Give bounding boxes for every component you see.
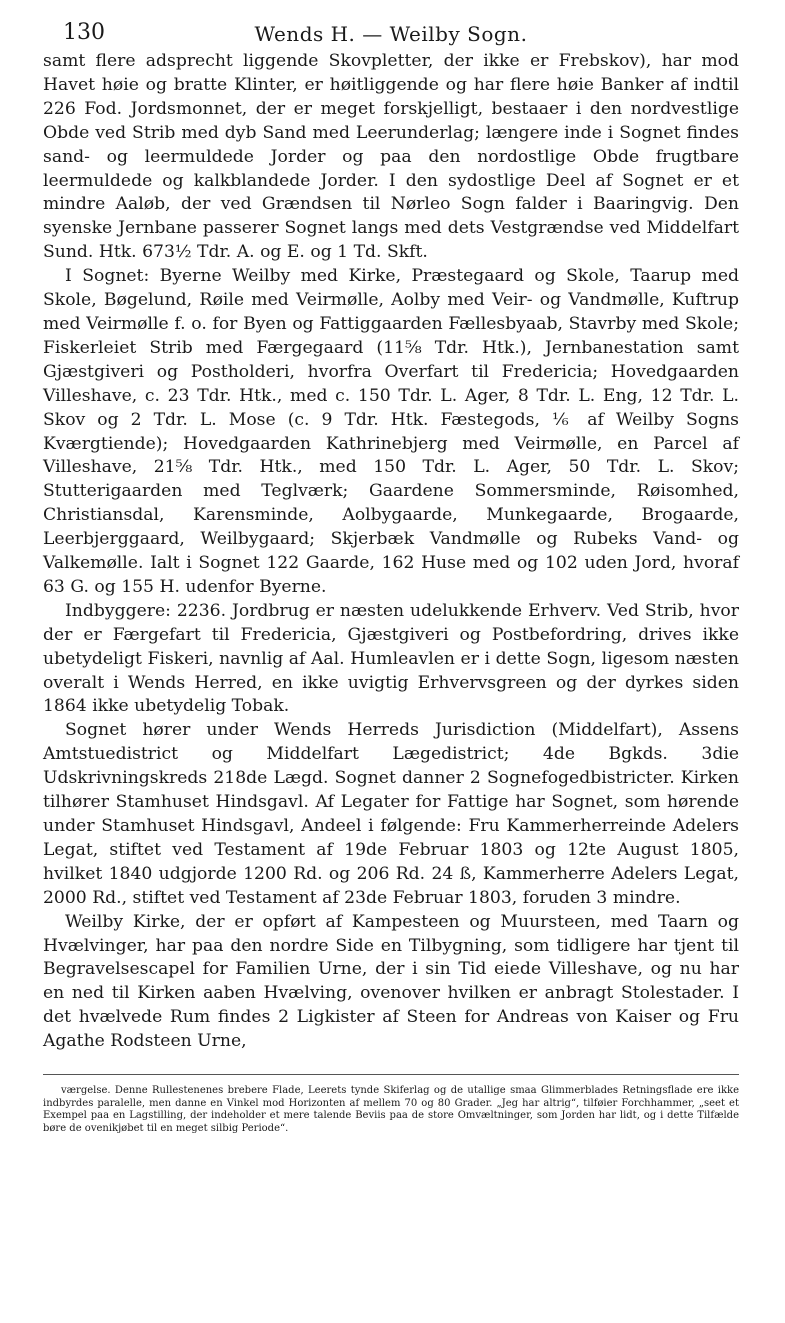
footnote: værgelse. Denne Rullestenenes brebere Flade, Leerets tynde Skiferlag og de utallige smaa Glimmerblades Retningsflade ere ikke indbyrdes paralelle, men danne en Vinkel mod Horizonten af mellem 70 og 80 Grader. „Jeg har altrig“, tilføier Forchhammer, „seet et Exempel paa en Lagstilling, der indeholder et mere talende Beviis paa de store Omvæltninger, som Jorden har lidt, og i dette Tilfælde børe de ovenikjøbet til en meget silbig Periode“. bbox=[43, 1085, 739, 1134]
paragraph: samt flere adsprecht liggende Skovpletter, der ikke er Frebskov), har mod Havet høie og bratte Klinter, er høitliggende og har flere høie Banker af indtil 226 Fod. Jordsmonnet, der er meget forskjelligt, bestaaer i den nordvestlige Obde ved Strib med dyb Sand med Leerunderlag; længere inde i Sognet findes sand- og leermuldede Jorder og paa den nordostlige Obde frugtbare leermuldede og kalkblandede Jorder. I den sydostlige Deel af Sognet er et mindre Aaløb, der ved Grændsen til Nørleo Sogn falder i Baaringvig. Den syenske Jernbane passerer Sognet langs med dets Vestgrændse ved Middelfart Sund. Htk. 673½ Tdr. A. og E. og 1 Td. Skft. bbox=[43, 51, 739, 263]
paragraph: I Sognet: Byerne Weilby med Kirke, Præstegaard og Skole, Taarup med Skole, Bøgelund, Røile med Veirmølle, Aolby med Veir- og Vandmølle, Kuftrup med Veirmølle f. o. for Byen og Fattiggaarden Fællesbyaab, Stavrby med Skole; Fiskerleiet Strib med Færgegaard (11⅝ Tdr. Htk.), Jernbanestation samt Gjæstgiveri og Postholderi, hvorfra Overfart til Fredericia; Hovedgaarden Villeshave, c. 23 Tdr. Htk., med c. 150 Tdr. L. Ager, 8 Tdr. L. Eng, 12 Tdr. L. Skov og 2 Tdr. L. Mose (c. 9 Tdr. Htk. Fæstegods, ⅙ af Weilby Sogns Kværgtiende); Hovedgaarden Kathrinebjerg med Veirmølle, en Parcel af Villeshave, 21⅝ Tdr. Htk., med 150 Tdr. L. Ager, 50 Tdr. L. Skov; Stutterigaarden med Teglværk; Gaardene Sommersminde, Røisomhed, Christiansdal, Karensminde, Aolbygaarde, Munkegaarde, Brogaarde, Leerbjerggaard, Weilbygaard; Skjerbæk Vandmølle og Rubeks Vand- og Valkemølle. Ialt i Sognet 122 Gaarde, 162 Huse med og 102 uden Jord, hvoraf 63 G. og 155 H. udenfor Byerne. bbox=[43, 266, 739, 597]
paragraph: Indbyggere: 2236. Jordbrug er næsten udelukkende Erhverv. Ved Strib, hvor der er Færgefart til Fredericia, Gjæstgiveri og Postbefordring, drives ikke ubetydeligt Fiskeri, navnlig af Aal. Humleavlen er i dette Sogn, ligesom næsten overalt i Wends Herred, en ikke uvigtig Erhvervsgreen og der dyrkes siden 1864 ikke ubetydelig Tobak. bbox=[43, 600, 739, 717]
main-text bbox=[43, 50, 739, 1054]
running-head: Wends H. — Weilby Sogn. bbox=[254, 22, 528, 46]
page-header bbox=[43, 18, 739, 50]
page-number: 130 bbox=[63, 20, 105, 45]
small-print-note: Weilby Kirke, der er opført af Kampesteen og Muursteen, med Taarn og Hvælvinger, har paa den nordre Side en Tilbygning, som tidligere har tjent til Begravelsescapel for Familien Urne, der i sin Tid eiede Villeshave, og nu har en ned til Kirken aaben Hvælving, ovenover hvilken er anbragt Stolestader. I det hvælvede Rum findes 2 Ligkister af Steen for Andreas von Kaiser og Fru Agathe Rodsteen Urne, bbox=[43, 911, 739, 1052]
paragraph: Sognet hører under Wends Herreds Jurisdiction (Middelfart), Assens Amtstuedistrict og Middelfart Lægedistrict; 4de Bgkds. 3die Udskrivningskreds 218de Lægd. Sognet danner 2 Sognefogedbistricter. Kirken tilhører Stamhuset Hindsgavl. Af Legater for Fattige har Sognet, som hørende under Stamhuset Hindsgavl, Andeel i følgende: Fru Kammerherreinde Adelers Legat, stiftet ved Testament af 19de Februar 1803 og 12te August 1805, hvilket 1840 udgjorde 1200 Rd. og 206 Rd. 24 ß, Kammerherre Adelers Legat, 2000 Rd., stiftet ved Testament af 23de Februar 1803, foruden 3 mindre. bbox=[43, 720, 739, 908]
footnote-divider bbox=[43, 1074, 739, 1075]
